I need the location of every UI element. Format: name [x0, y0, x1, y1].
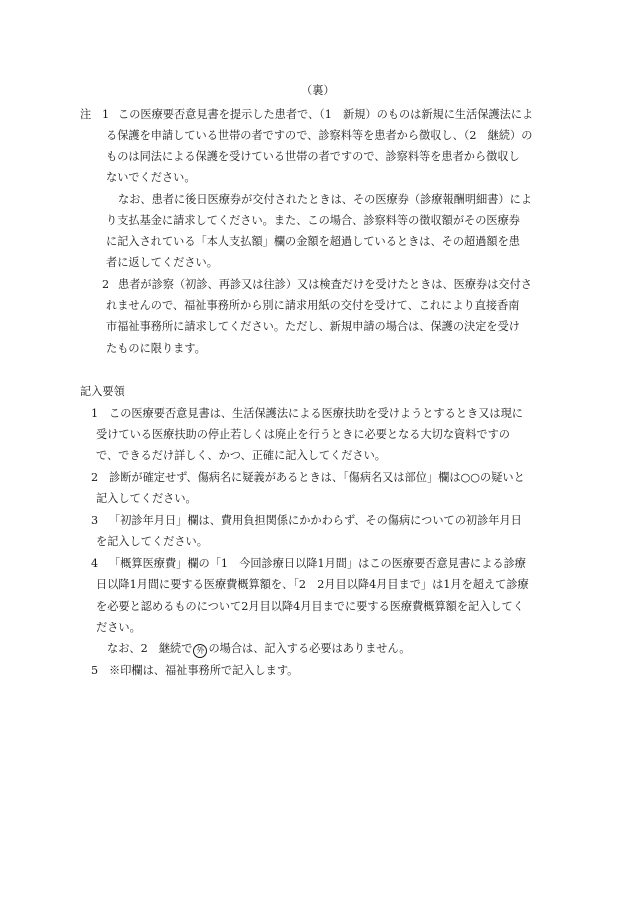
instr-item5-number: 5	[91, 664, 99, 677]
instr-item4-note-before: なお、2 継続で	[107, 642, 193, 655]
page-header: （裏）	[301, 84, 335, 97]
instr-item4-note	[107, 642, 411, 658]
instr-item1-line: 受けている医療扶助の停止若しくは廃止を行うときに必要となる大切な資料ですの	[96, 428, 510, 441]
notes-item2-number: 2	[102, 278, 110, 291]
instr-item5-text: ※印欄は、福祉事務所で記入します。	[109, 664, 299, 677]
notes-item2-line: 患者が診察（初診、再診又は往診）又は検査だけを受けたときは、医療券は交付さ	[118, 278, 532, 291]
notes-label: 注	[80, 108, 92, 121]
instr-item4-line: ださい。	[96, 621, 141, 634]
instr-item4-number: 4	[91, 557, 99, 570]
notes-item2-line: たものに限ります。	[106, 342, 206, 355]
instr-item4-line: を必要と認めるものについて2月目以降4月目までに要する医療費概算額を記入してく	[96, 600, 524, 613]
instr-item1-number: 1	[91, 407, 99, 420]
instr-item2-number: 2	[91, 471, 99, 484]
notes-item2-line: 市福祉事務所に請求してください。ただし、新規申請の場合は、保護の決定を受け	[106, 320, 520, 333]
notes-item1-line: ないでください。	[106, 171, 196, 184]
instr-item4-line: 日以降1月間に要する医療費概算額を、「2 2月目以降4月目まで」は1月を超えて診療	[96, 578, 529, 591]
circled-character: 外	[193, 644, 207, 658]
instr-item3-number: 3	[91, 514, 99, 527]
notes-item1-line: この医療要否意見書を提示した患者で、（1 新規）のものは新規に生活保護法によ	[118, 108, 534, 121]
notes-item1-para2-line: 者に返してください。	[106, 256, 218, 269]
instr-item3-line: を記入してください。	[96, 535, 208, 548]
notes-item1-para2-line: なお、患者に後日医療券が交付されたときは、その医療券（診療報酬明細書）によ	[118, 193, 532, 206]
instr-item4-note-after: の場合は、記入する必要はありません。	[208, 642, 411, 655]
notes-item1-line: ものは同法による保護を受けている世帯の者ですので、診察料等を患者から徴収し	[106, 150, 520, 163]
instr-item2-line: 記入してください。	[96, 492, 197, 505]
instructions-title: 記入要領	[80, 385, 125, 398]
notes-item2-line: れませんので、福祉事務所から別に請求用紙の交付を受けて、これにより直接香南	[106, 299, 520, 312]
notes-item1-para2-line: り支払基金に請求してください。また、この場合、診察料等の徴収額がその医療券	[106, 214, 520, 227]
instr-item3-line: 「初診年月日」欄は、費用負担関係にかかわらず、その傷病についての初診年月日	[109, 514, 522, 527]
instr-item1-line: この医療要否意見書は、生活保護法による医療扶助を受けようとするとき又は現に	[109, 407, 523, 420]
instr-item1-line: で、できるだけ詳しく、かつ、正確に記入してください。	[96, 449, 386, 462]
notes-item1-para2-line: に記入されている「本人支払額」欄の金額を超過しているときは、その超過額を患	[106, 235, 520, 248]
instr-item2-line: 診断が確定せず、傷病名に疑義があるときは、「傷病名又は部位」欄は○○の疑いと	[109, 471, 525, 484]
notes-item1-line: る保護を申請している世帯の者ですので、診察料等を患者から徴収し、（2 継続）の	[106, 129, 533, 142]
instr-item4-line: 「概算医療費」欄の「1 今回診療日以降1月間」はこの医療要否意見書による診療	[109, 557, 526, 570]
notes-item1-number: 1	[102, 108, 110, 121]
